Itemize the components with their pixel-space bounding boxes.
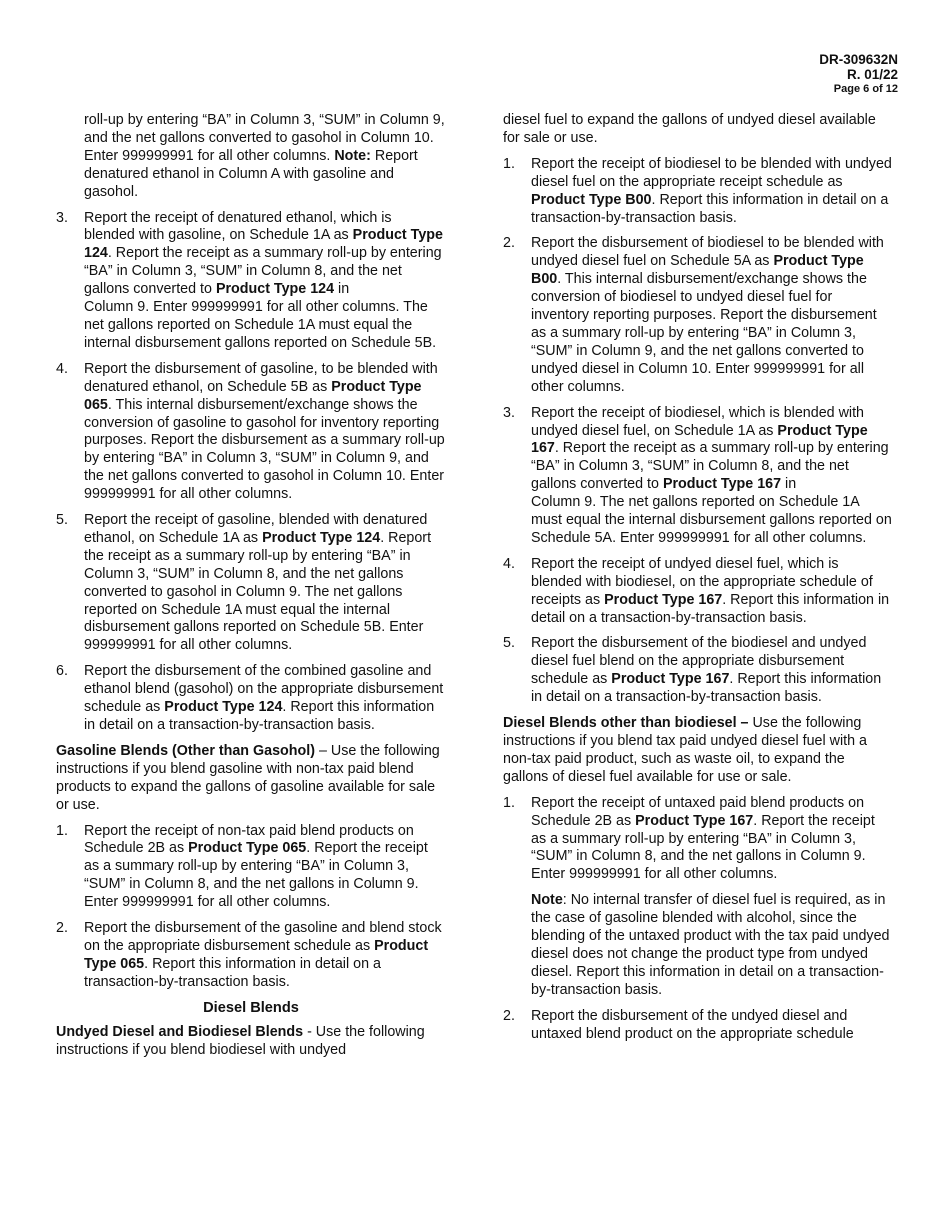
page-header bbox=[819, 52, 898, 96]
list-item: 3. Report the receipt of denatured ethanol, which is blended with gasoline, on Schedule 1A as Product Type 124. Report the receipt as a summary roll-up by entering “BA” in Column 3, “SUM” in Column 8, and the net gallons converted to Product Type 124 in Column 9. Enter 999999991 for all other columns. The net gallons reported on Schedule 1A must equal the internal disbursement gallons reported on Schedule 5B. bbox=[56, 209, 443, 351]
section-heading: Diesel Blends bbox=[203, 999, 299, 1016]
left-column bbox=[56, 112, 446, 1067]
list-item: 1. Report the receipt of untaxed paid blend products on Schedule 2B as Product Type 167. Report the receipt as a summary roll-up by entering “BA” in Column 3, “SUM” in Column 8, and the net gallons in Column 9. Enter 999999991 for all other columns. Note: No internal transfer of diesel fuel is required, as in the case of gasoline blended with alcohol, since the blending of the untaxed product with the tax paid undyed diesel does not change the product type from undyed diesel. Report this information in detail on a transaction-by-transaction basis. bbox=[503, 795, 893, 1000]
continued-paragraph: roll-up by entering “BA” in Column 3, “SUM” in Column 9, and the net gallons converted to gasohol in Column 10. Enter 999999991 for all other columns. Note: Report denatured ethanol in Column A with gasoline and gasohol. bbox=[84, 112, 445, 200]
list-item: 6. Report the disbursement of the combined gasoline and ethanol blend (gasohol) on the appropriate disbursement schedule as Product Type 124. Report this information in detail on a transaction-by-transaction basis. bbox=[56, 663, 444, 733]
list-item: 2. Report the disbursement of the gasoline and blend stock on the appropriate disbursement schedule as Product Type 065. Report this information in detail on a transaction-by-transaction basis. bbox=[56, 920, 442, 990]
undyed-diesel-intro: Undyed Diesel and Biodiesel Blends - Use the following instructions if you blend biodiesel with undyed bbox=[56, 1023, 425, 1058]
list-item: 1. Report the receipt of biodiesel to be blended with undyed diesel fuel on the appropriate receipt schedule as Product Type B00. Report this information in detail on a transaction-by-transaction basis. bbox=[503, 155, 892, 226]
form-id: DR-309632N bbox=[819, 52, 898, 67]
list-item: 1. Report the receipt of non-tax paid blend products on Schedule 2B as Product Type 065. Report the receipt as a summary roll-up by entering “BA” in Column 3, “SUM” in Column 8, and the net gallons in Column 9. Enter 999999991 for all other columns. bbox=[56, 822, 428, 911]
gasoline-blends-intro: Gasoline Blends (Other than Gasohol) – Use the following instructions if you blend gasoline with non-tax paid blend products to expand the gallons of gasoline available for sale or use. bbox=[56, 742, 440, 813]
diesel-blends-other-intro: Diesel Blends other than biodiesel – Use the following instructions if you blend tax paid undyed diesel fuel with a non-tax paid product, such as waste oil, to expand the gallons of diesel fuel available for use or sale. bbox=[503, 715, 867, 785]
page-number: Page 6 of 12 bbox=[833, 83, 898, 95]
continued-paragraph: diesel fuel to expand the gallons of undyed diesel available for sale or use. bbox=[503, 112, 876, 146]
right-column bbox=[503, 112, 893, 1052]
revision: R. 01/22 bbox=[846, 67, 898, 82]
list-item: 3. Report the receipt of biodiesel, which is blended with undyed diesel fuel, on Schedule 1A as Product Type 167. Report the receipt as a summary roll-up by entering “BA” in Column 3, “SUM” in Column 8, and the net gallons converted to Product Type 167 in Column 9. The net gallons reported on Schedule 1A must equal the internal disbursement gallons reported on Schedule 5A. Enter 999999991 for all other columns. bbox=[503, 404, 892, 546]
list-item: 4. Report the disbursement of gasoline, to be blended with denatured ethanol, on Schedule 5B as Product Type 065. This internal disbursement/exchange shows the conversion of gasoline to gasohol for inventory reporting purposes. Report the disbursement as a summary roll-up by entering “BA” in Column 3, “SUM” in Column 9, and the net gallons converted to gasohol in Column 10. Enter 999999991 for all other columns. bbox=[56, 360, 445, 503]
note: Note: No internal transfer of diesel fuel is required, as in the case of gasoline blended with alcohol, since the blending of the untaxed product with the tax paid undyed diesel does not change the product type from undyed diesel. Report this information in detail on a transaction-by-transaction basis. bbox=[531, 892, 890, 998]
list-item: 4. Report the receipt of undyed diesel fuel, which is blended with biodiesel, on the appropriate schedule of receipts as Product Type 167. Report this information in detail on a transaction-by-transaction basis. bbox=[503, 555, 890, 626]
list-item: 2. Report the disbursement of the undyed diesel and untaxed blend product on the appropriate schedule bbox=[503, 1007, 854, 1042]
list-item: 5. Report the disbursement of the biodiesel and undyed diesel fuel blend on the appropriate disbursement schedule as Product Type 167. Report this information in detail on a transaction-by-transaction basis. bbox=[503, 635, 882, 706]
list-item: 5. Report the receipt of gasoline, blended with denatured ethanol, on Schedule 1A as Product Type 124. Report the receipt as a summary roll-up by entering “BA” in Column 3, “SUM” in Column 8, and the net gallons converted to gasohol in Column 9. The net gallons reported on Schedule 1A must equal the internal disbursement gallons reported on Schedule 5B. Enter 999999991 for all other columns. bbox=[56, 512, 432, 654]
list-item: 2. Report the disbursement of biodiesel to be blended with undyed diesel fuel on Schedule 5A as Product Type B00. This internal disbursement/exchange shows the conversion of biodiesel to undyed diesel fuel for inventory reporting purposes. Report the disbursement as a summary roll-up by entering “BA” in Column 3, “SUM” in Column 9, and the net gallons converted to undyed diesel in Column 10. Enter 999999991 for all other columns. bbox=[503, 235, 884, 395]
